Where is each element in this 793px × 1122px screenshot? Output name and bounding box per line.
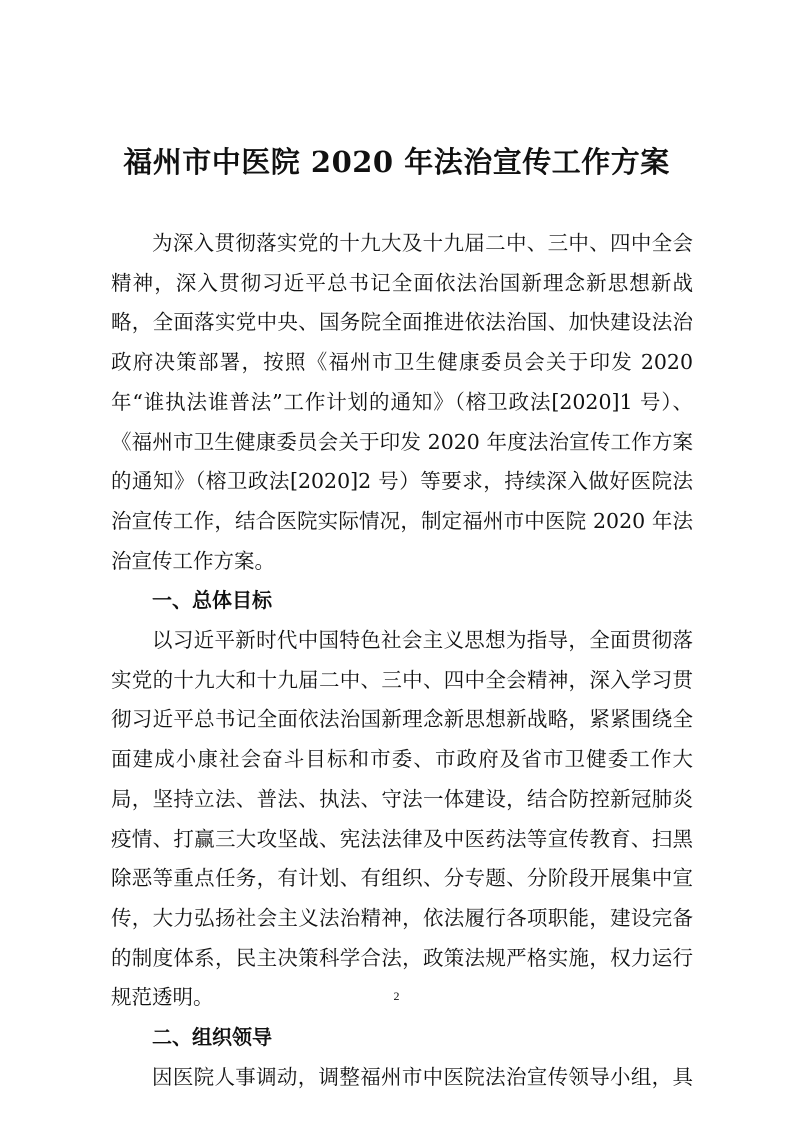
- document-title: 福州市中医院 2020 年法治宣传工作方案: [123, 145, 670, 179]
- organization-paragraph: 因医院人事调动，调整福州市中医院法治宣传领导小组，具: [152, 1064, 693, 1089]
- section-heading-overall-goal: 一、总体目标: [152, 588, 272, 613]
- document-body: [111, 224, 693, 1097]
- page-number: 2: [393, 989, 400, 1003]
- section-heading-organization: 二、组织领导: [152, 1025, 272, 1050]
- intro-paragraph: 为深入贯彻落实党的十九大及十九届二中、三中、四中全会精神，深入贯彻习近平总书记全面依法治国新理念新思想新战略，全面落实党中央、国务院全面推进依法治国、加快建设法治政府决策部署，按照《福州市卫生健康委员会关于印发 2020 年“谁执法谁普法”工作计划的通知》（榕卫政法[2020]1 号）、《福州市卫生健康委员会关于印发 2020 年度法治宣传工作方案的通知》（榕卫政法[2020]2 号）等要求，持续深入做好医院法治宣传工作，结合医院实际情况，制定福州市中医院 2020 年法治宣传工作方案。: [111, 231, 693, 573]
- overall-goal-paragraph: 以习近平新时代中国特色社会主义思想为指导，全面贯彻落实党的十九大和十九届二中、三中、四中全会精神，深入学习贯彻习近平总书记全面依法治国新理念新思想新战略，紧紧围绕全面建成小康社会奋斗目标和市委、市政府及省市卫健委工作大局，坚持立法、普法、执法、守法一体建设，结合防控新冠肺炎疫情、打赢三大攻坚战、宪法法律及中医药法等宣传教育、扫黑除恶等重点任务，有计划、有组织、分专题、分阶段开展集中宣传，大力弘扬社会主义法治精神，依法履行各项职能，建设完备的制度体系，民主决策科学合法，政策法规严格实施，权力运行规范透明。: [111, 628, 693, 1010]
